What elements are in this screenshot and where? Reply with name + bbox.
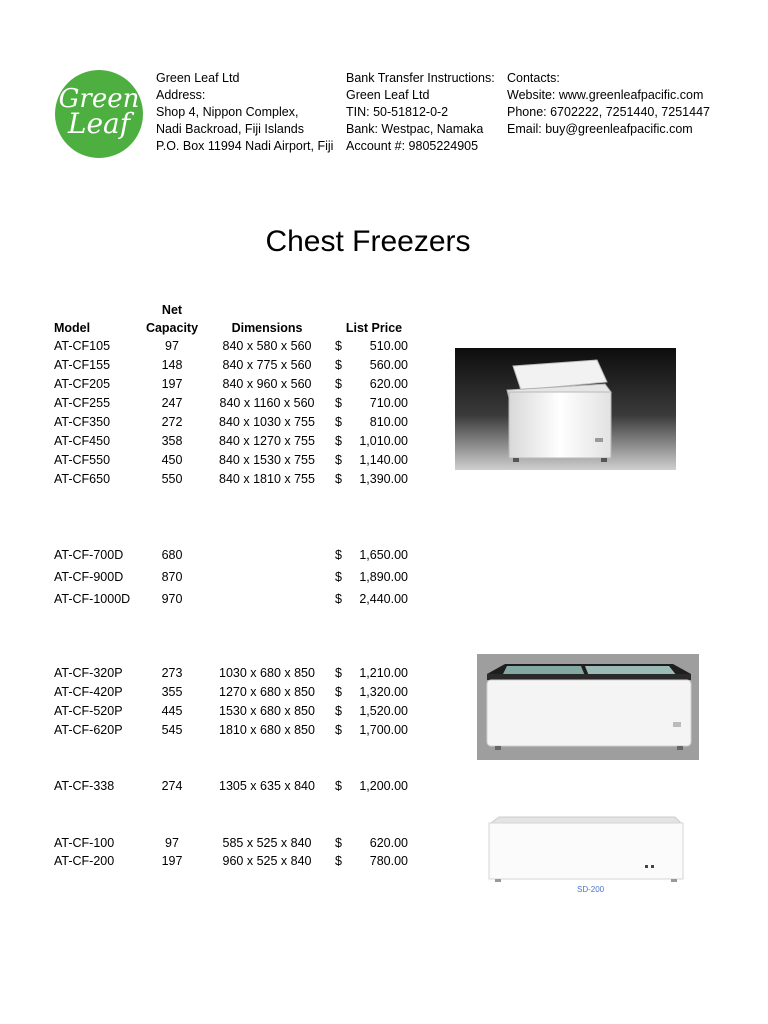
currency-symbol: $: [335, 666, 342, 680]
table-row: [0, 413, 460, 431]
company-address-block: [156, 70, 333, 155]
dimensions-cell: 840 x 1530 x 755: [219, 453, 315, 467]
currency-symbol: $: [335, 685, 342, 699]
model-cell: AT-CF-900D: [54, 570, 124, 584]
capacity-cell: 545: [161, 723, 183, 737]
price-cell: 1,700.00: [359, 723, 408, 737]
bank-tin: TIN: 50-51812-0-2: [346, 105, 449, 119]
currency-symbol: $: [335, 453, 342, 467]
model-cell: AT-CF-700D: [54, 548, 124, 562]
capacity-cell: 148: [161, 358, 183, 372]
header-dimensions: Dimensions: [231, 321, 303, 335]
table-row: [0, 664, 460, 682]
price-cell: 710.00: [369, 396, 408, 410]
price-cell: 560.00: [369, 358, 408, 372]
dimensions-cell: 1810 x 680 x 850: [219, 723, 315, 737]
dimensions-cell: 585 x 525 x 840: [222, 836, 312, 850]
table-row: [0, 777, 460, 795]
price-cell: 620.00: [369, 377, 408, 391]
address-line-1: Shop 4, Nippon Complex,: [156, 105, 299, 119]
contact-phone: Phone: 6702222, 7251440, 7251447: [507, 105, 710, 119]
dimensions-cell: 840 x 960 x 560: [222, 377, 312, 391]
capacity-cell: 97: [165, 836, 179, 850]
currency-symbol: $: [335, 377, 342, 391]
dimensions-cell: 840 x 580 x 560: [222, 339, 312, 353]
glass-top-freezer-photo: [477, 654, 699, 760]
model-cell: AT-CF-1000D: [54, 592, 131, 606]
price-cell: 1,200.00: [359, 779, 408, 793]
model-cell: AT-CF650: [54, 472, 111, 486]
header-list-price: List Price: [345, 321, 403, 335]
currency-symbol: $: [335, 548, 342, 562]
po-box: P.O. Box 11994 Nadi Airport, Fiji: [156, 139, 334, 153]
model-cell: AT-CF105: [54, 339, 111, 353]
table-row: [0, 683, 460, 701]
table-row: [0, 451, 460, 469]
long-chest-freezer-photo: [485, 815, 685, 897]
model-cell: AT-CF-420P: [54, 685, 123, 699]
model-cell: AT-CF155: [54, 358, 111, 372]
capacity-cell: 274: [161, 779, 183, 793]
contacts-heading: Contacts:: [507, 71, 560, 85]
capacity-cell: 273: [161, 666, 183, 680]
table-row: [0, 721, 460, 739]
currency-symbol: $: [335, 434, 342, 448]
price-cell: 1,320.00: [359, 685, 408, 699]
page-title: Chest Freezers: [265, 225, 471, 258]
dimensions-cell: 1305 x 635 x 840: [219, 779, 315, 793]
address-line-2: Nadi Backroad, Fiji Islands: [156, 122, 304, 136]
model-cell: AT-CF550: [54, 453, 111, 467]
capacity-cell: 970: [161, 592, 183, 606]
model-cell: AT-CF450: [54, 434, 111, 448]
table-row: [0, 852, 460, 870]
table-row: [0, 394, 460, 412]
capacity-cell: 445: [161, 704, 183, 718]
capacity-cell: 450: [161, 453, 183, 467]
currency-symbol: $: [335, 339, 342, 353]
currency-symbol: $: [335, 358, 342, 372]
price-cell: 810.00: [369, 415, 408, 429]
capacity-cell: 680: [161, 548, 183, 562]
model-cell: AT-CF205: [54, 377, 111, 391]
currency-symbol: $: [335, 723, 342, 737]
capacity-cell: 550: [161, 472, 183, 486]
capacity-cell: 97: [165, 339, 179, 353]
currency-symbol: $: [335, 854, 342, 868]
dimensions-cell: 960 x 525 x 840: [222, 854, 312, 868]
table-row: [0, 470, 460, 488]
currency-symbol: $: [335, 704, 342, 718]
table-row: [0, 432, 460, 450]
company-name: Green Leaf Ltd: [156, 71, 240, 85]
model-cell: AT-CF-200: [54, 854, 115, 868]
dimensions-cell: 1270 x 680 x 850: [219, 685, 315, 699]
table-row: [0, 356, 460, 374]
currency-symbol: $: [335, 472, 342, 486]
price-cell: 1,890.00: [359, 570, 408, 584]
contacts-block: [507, 70, 710, 138]
table-row: [0, 337, 460, 355]
price-cell: 510.00: [369, 339, 408, 353]
dimensions-cell: 840 x 775 x 560: [222, 358, 312, 372]
table-row: [0, 375, 460, 393]
price-cell: 2,440.00: [359, 592, 408, 606]
model-cell: AT-CF255: [54, 396, 111, 410]
photo-caption: SD-200: [577, 885, 605, 894]
price-cell: 780.00: [369, 854, 408, 868]
green-leaf-logo: [55, 70, 143, 158]
currency-symbol: $: [335, 570, 342, 584]
currency-symbol: $: [335, 779, 342, 793]
price-cell: 1,390.00: [359, 472, 408, 486]
bank-transfer-block: [346, 70, 495, 155]
table-row: [0, 702, 460, 720]
bank-account-number: Account #: 9805224905: [346, 139, 479, 153]
bank-heading: Bank Transfer Instructions:: [346, 71, 495, 85]
logo-text-leaf: Leaf: [67, 107, 131, 140]
price-cell: 1,140.00: [359, 453, 408, 467]
chest-freezer-photo-open-lid: [455, 348, 676, 470]
capacity-cell: 197: [161, 854, 183, 868]
bank-account-name: Green Leaf Ltd: [346, 88, 430, 102]
model-cell: AT-CF-520P: [54, 704, 123, 718]
table-row: [0, 834, 460, 852]
price-cell: 1,650.00: [359, 548, 408, 562]
price-cell: 1,210.00: [359, 666, 408, 680]
capacity-cell: 247: [161, 396, 183, 410]
currency-symbol: $: [335, 396, 342, 410]
dimensions-cell: 840 x 1270 x 755: [219, 434, 315, 448]
price-cell: 1,010.00: [359, 434, 408, 448]
dimensions-cell: 1530 x 680 x 850: [219, 704, 315, 718]
currency-symbol: $: [335, 592, 342, 606]
model-cell: AT-CF-100: [54, 836, 115, 850]
model-cell: AT-CF-620P: [54, 723, 123, 737]
model-cell: AT-CF-320P: [54, 666, 123, 680]
table-row: [0, 590, 460, 608]
capacity-cell: 870: [161, 570, 183, 584]
model-cell: AT-CF-338: [54, 779, 115, 793]
dimensions-cell: 840 x 1810 x 755: [219, 472, 315, 486]
capacity-cell: 272: [161, 415, 183, 429]
address-label: Address:: [156, 88, 206, 102]
contact-website: Website: www.greenleafpacific.com: [507, 88, 704, 102]
bank-name: Bank: Westpac, Namaka: [346, 122, 484, 136]
table-row: [0, 568, 460, 586]
price-cell: 1,520.00: [359, 704, 408, 718]
header-model: Model: [54, 321, 91, 335]
logo-text-green: Green: [58, 84, 140, 114]
currency-symbol: $: [335, 836, 342, 850]
model-cell: AT-CF350: [54, 415, 111, 429]
contact-email: Email: buy@greenleafpacific.com: [507, 122, 693, 136]
currency-symbol: $: [335, 415, 342, 429]
price-cell: 620.00: [369, 836, 408, 850]
table-row: [0, 546, 460, 564]
header-capacity-line2: Capacity: [145, 321, 199, 335]
capacity-cell: 197: [161, 377, 183, 391]
dimensions-cell: 1030 x 680 x 850: [219, 666, 315, 680]
capacity-cell: 355: [161, 685, 183, 699]
capacity-cell: 358: [161, 434, 183, 448]
header-capacity-line1: Net: [161, 303, 183, 317]
dimensions-cell: 840 x 1160 x 560: [219, 396, 315, 410]
dimensions-cell: 840 x 1030 x 755: [219, 415, 315, 429]
